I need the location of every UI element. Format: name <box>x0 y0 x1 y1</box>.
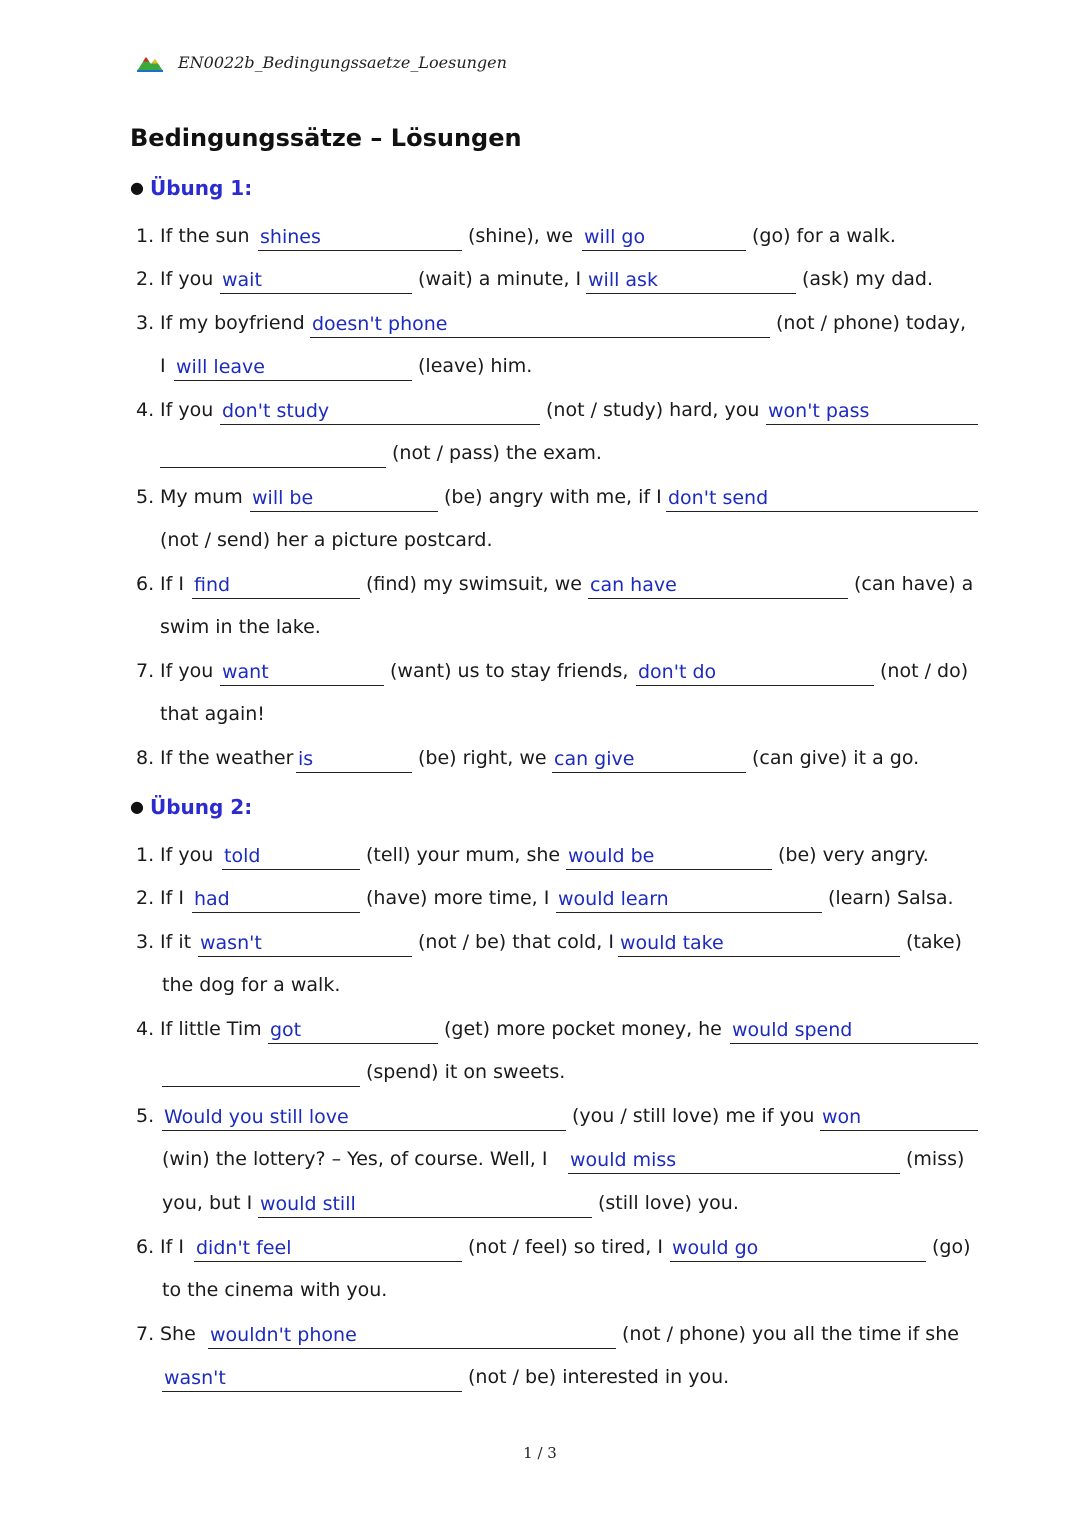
sentence-text: (ask) my dad. <box>802 268 934 290</box>
answer-text: will ask <box>588 269 658 291</box>
answer-blank[interactable] <box>250 483 438 512</box>
answer-blank[interactable] <box>194 1233 462 1262</box>
answer-text: would take <box>620 932 724 954</box>
sentence-text: (not / be) interested in you. <box>468 1366 730 1388</box>
sentence-text: If I <box>160 887 184 909</box>
answer-blank[interactable] <box>258 1189 592 1218</box>
sentence-text: If I <box>160 1236 184 1258</box>
item-number: 2. <box>136 268 155 290</box>
sentence-text: (take) <box>906 931 962 953</box>
section-label: Übung 2: <box>149 795 253 819</box>
answer-text: find <box>194 574 231 596</box>
answer-blank[interactable] <box>556 884 822 913</box>
answer-text: shines <box>260 226 321 248</box>
sentence-text: (still love) you. <box>598 1192 739 1214</box>
sentence-text: If I <box>160 573 184 595</box>
exercise-1-item-6 <box>136 570 980 598</box>
answer-blank[interactable] <box>220 657 384 686</box>
item-number: 3. <box>136 931 155 953</box>
exercise-2-item-5-cont-2 <box>136 1189 966 1217</box>
sentence-text: (be) right, we <box>418 747 547 769</box>
sentence-text: (wait) a minute, I <box>418 268 582 290</box>
sentence-text: the dog for a walk. <box>162 974 341 996</box>
sentence-text: (spend) it on sweets. <box>366 1061 566 1083</box>
sentence-text: to the cinema with you. <box>162 1279 388 1301</box>
bullet-icon: ● <box>130 797 144 816</box>
sentence-text: (miss) <box>906 1148 965 1170</box>
answer-blank[interactable] <box>730 1015 978 1044</box>
answer-blank[interactable] <box>566 841 772 870</box>
answer-blank[interactable] <box>296 744 412 773</box>
sentence-text: you, but I <box>162 1192 253 1214</box>
answer-blank[interactable] <box>162 1363 462 1392</box>
answer-text: can have <box>590 574 677 596</box>
exercise-1-item-3 <box>136 309 980 337</box>
exercise-1-item-7 <box>136 657 980 685</box>
exercise-1-item-2 <box>136 265 966 293</box>
answer-blank[interactable] <box>586 265 796 294</box>
answer-blank[interactable] <box>568 1145 900 1174</box>
item-number: 5. <box>136 1105 155 1127</box>
answer-blank[interactable] <box>162 1102 566 1131</box>
exercise-2-item-3 <box>136 928 966 956</box>
answer-blank[interactable] <box>192 570 360 599</box>
item-number: 3. <box>136 312 155 334</box>
answer-text: don't do <box>638 661 717 683</box>
exercise-1-item-4-cont <box>136 439 966 467</box>
sentence-text: (be) very angry. <box>778 844 929 866</box>
page-title: Bedingungssätze – Lösungen <box>130 124 522 152</box>
answer-blank[interactable] <box>268 1015 438 1044</box>
answer-blank[interactable] <box>208 1320 616 1349</box>
section-heading-1 <box>130 176 252 200</box>
answer-blank[interactable] <box>552 744 746 773</box>
answer-blank[interactable] <box>820 1102 978 1131</box>
answer-blank[interactable] <box>588 570 848 599</box>
exercise-1-item-8 <box>136 744 966 772</box>
sentence-text: that again! <box>160 703 265 725</box>
answer-text: told <box>224 845 261 867</box>
item-number: 8. <box>136 747 155 769</box>
sentence-text: (not / feel) so tired, I <box>468 1236 663 1258</box>
sentence-text: (you / still love) me if you <box>572 1105 815 1127</box>
item-number: 1. <box>136 844 155 866</box>
sentence-text: If the weather <box>160 747 294 769</box>
item-number: 6. <box>136 1236 155 1258</box>
answer-text: won't pass <box>768 400 870 422</box>
answer-blank[interactable] <box>670 1233 926 1262</box>
answer-text: would be <box>568 845 655 867</box>
sentence-text: (want) us to stay friends, <box>390 660 629 682</box>
sentence-text: (not / send) her a picture postcard. <box>160 529 493 551</box>
exercise-1-item-7-cont <box>136 700 966 728</box>
sentence-text: (not / do) <box>880 660 969 682</box>
bullet-icon: ● <box>130 178 144 197</box>
answer-blank[interactable] <box>666 483 978 512</box>
exercise-2-item-1 <box>136 841 966 869</box>
section-heading-2 <box>130 795 252 819</box>
answer-text: would go <box>672 1237 759 1259</box>
sentence-text: (can have) a <box>854 573 974 595</box>
answer-text: would spend <box>732 1019 853 1041</box>
item-number: 7. <box>136 660 155 682</box>
exercise-1-item-6-cont <box>136 613 966 641</box>
exercise-1-item-1 <box>136 222 966 250</box>
sentence-text: (not / phone) today, <box>776 312 966 334</box>
answer-blank[interactable] <box>766 396 978 425</box>
sentence-text: (not / study) hard, you <box>546 399 760 421</box>
exercise-1-item-4 <box>136 396 980 424</box>
exercise-2-item-2 <box>136 884 966 912</box>
exercise-2-item-6-cont <box>136 1276 966 1304</box>
answer-text: wait <box>222 269 262 291</box>
answer-blank-continuation[interactable] <box>160 439 386 468</box>
sentence-text: (win) the lottery? – Yes, of course. Well, I <box>162 1148 548 1170</box>
sentence-text: If you <box>160 399 214 421</box>
answer-text: would miss <box>570 1149 677 1171</box>
answer-text: would learn <box>558 888 669 910</box>
answer-text: is <box>298 748 314 770</box>
answer-text: got <box>270 1019 302 1041</box>
section-label: Übung 1: <box>149 176 253 200</box>
exercise-2-item-7-cont <box>136 1363 966 1391</box>
sentence-text: I <box>160 355 166 377</box>
answer-blank[interactable] <box>220 265 412 294</box>
answer-blank[interactable] <box>222 841 360 870</box>
answer-blank[interactable] <box>192 884 360 913</box>
exercise-2-item-3-cont <box>136 971 966 999</box>
sentence-text: (tell) your mum, she <box>366 844 561 866</box>
answer-blank[interactable] <box>198 928 412 957</box>
answer-blank[interactable] <box>258 222 462 251</box>
answer-text: will leave <box>176 356 265 378</box>
answer-text: wasn't <box>164 1367 226 1389</box>
sentence-text: My mum <box>160 486 243 508</box>
sentence-text: (can give) it a go. <box>752 747 920 769</box>
sentence-text: (find) my swimsuit, we <box>366 573 582 595</box>
answer-blank[interactable] <box>220 396 540 425</box>
answer-text: will go <box>584 226 646 248</box>
sentence-text: swim in the lake. <box>160 616 321 638</box>
exercise-2-item-5-cont-1 <box>136 1145 980 1173</box>
answer-text: didn't feel <box>196 1237 292 1259</box>
sentence-text: (not / be) that cold, I <box>418 931 614 953</box>
answer-blank-continuation[interactable] <box>162 1058 360 1087</box>
sentence-text: (shine), we <box>468 225 574 247</box>
answer-blank[interactable] <box>582 222 746 251</box>
sentence-text: (not / phone) you all the time if she <box>622 1323 959 1345</box>
sentence-text: (go) for a walk. <box>752 225 896 247</box>
document-header <box>136 48 507 76</box>
sentence-text: If the sun <box>160 225 250 247</box>
sentence-text: (get) more pocket money, he <box>444 1018 722 1040</box>
answer-text: wasn't <box>200 932 262 954</box>
item-number: 4. <box>136 399 155 421</box>
exercise-2-item-5 <box>136 1102 980 1130</box>
answer-blank[interactable] <box>310 309 770 338</box>
exercise-2-item-4 <box>136 1015 980 1043</box>
item-number: 6. <box>136 573 155 595</box>
answer-text: Would you still love <box>164 1106 349 1128</box>
sentence-text: If my boyfriend <box>160 312 305 334</box>
answer-text: would still <box>260 1193 356 1215</box>
answer-text: won <box>822 1106 862 1128</box>
answer-blank[interactable] <box>636 657 874 686</box>
answer-text: will be <box>252 487 314 509</box>
item-number: 5. <box>136 486 155 508</box>
page-number: 1 / 3 <box>523 1444 557 1462</box>
exercise-2-item-4-cont <box>136 1058 966 1086</box>
sentence-text: (not / pass) the exam. <box>392 442 602 464</box>
sentence-text: (leave) him. <box>418 355 533 377</box>
sentence-text: (be) angry with me, if I <box>444 486 662 508</box>
sentence-text: If it <box>160 931 192 953</box>
item-number: 2. <box>136 887 155 909</box>
sentence-text: If you <box>160 844 214 866</box>
answer-blank[interactable] <box>618 928 900 957</box>
answer-blank[interactable] <box>174 352 412 381</box>
item-number: 4. <box>136 1018 155 1040</box>
answer-text: can give <box>554 748 635 770</box>
sentence-text: (go) <box>932 1236 971 1258</box>
sentence-text: (have) more time, I <box>366 887 550 909</box>
answer-text: doesn't phone <box>312 313 448 335</box>
sentence-text: She <box>160 1323 196 1345</box>
exercise-1-item-5 <box>136 483 980 511</box>
item-number: 7. <box>136 1323 155 1345</box>
mountain-logo-icon <box>136 51 164 73</box>
exercise-2-item-6 <box>136 1233 980 1261</box>
answer-text: don't study <box>222 400 330 422</box>
answer-text: wouldn't phone <box>210 1324 357 1346</box>
exercise-1-item-3-cont <box>136 352 966 380</box>
sentence-text: (learn) Salsa. <box>828 887 954 909</box>
answer-text: had <box>194 888 230 910</box>
exercise-1-item-5-cont <box>136 526 966 554</box>
sentence-text: If you <box>160 660 214 682</box>
sentence-text: If you <box>160 268 214 290</box>
document-id: EN0022b_Bedingungssaetze_Loesungen <box>178 52 507 72</box>
exercise-2-item-7 <box>136 1320 980 1348</box>
sentence-text: If little Tim <box>160 1018 262 1040</box>
answer-text: want <box>222 661 269 683</box>
item-number: 1. <box>136 225 155 247</box>
answer-text: don't send <box>668 487 769 509</box>
